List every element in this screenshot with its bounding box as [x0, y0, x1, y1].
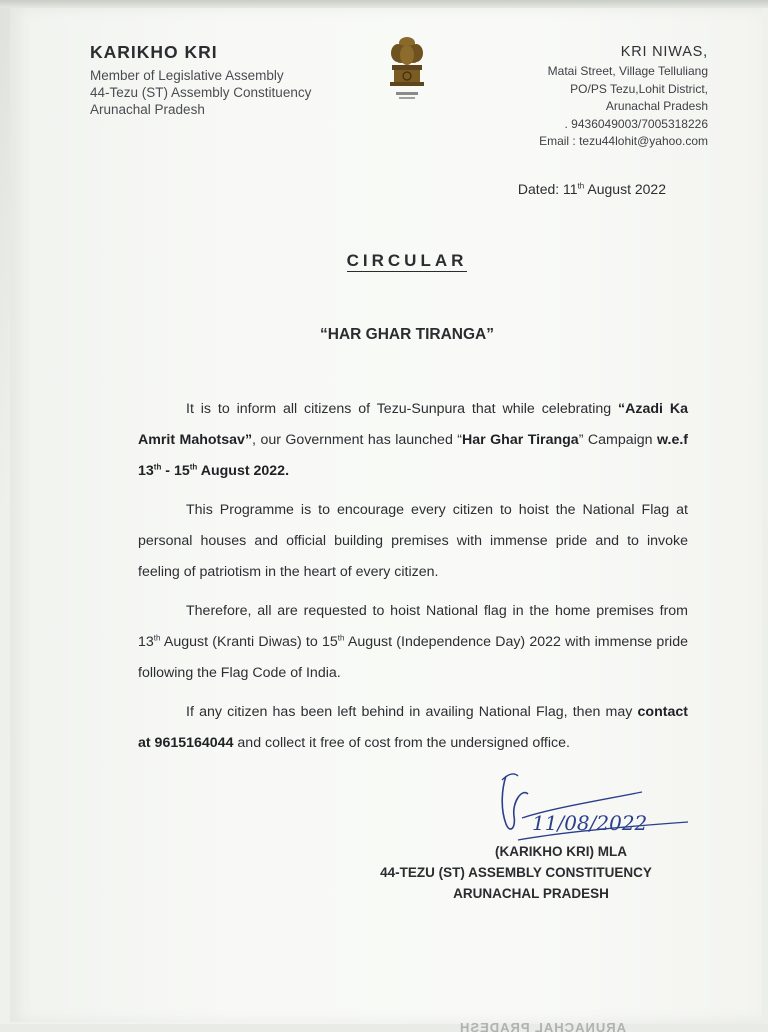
address-line-1: Matai Street, Village Telluliang: [547, 64, 708, 78]
mla-name: KARIKHO KRI: [90, 42, 218, 62]
p1-date-start: w.e.f 13: [138, 432, 689, 479]
p1-text-c: , our Government has launched “: [252, 432, 463, 448]
date-line: [518, 181, 666, 197]
p1-text-a: It is to inform all citizens of Tezu-Sunpura that while celebrating: [186, 401, 619, 417]
p1-bold-azadi: “Azadi Ka Amrit Mahotsav”: [138, 401, 688, 448]
signatory-block: [366, 841, 666, 904]
state: Arunachal Pradesh: [90, 102, 205, 117]
phone-numbers: . 9436049003/7005318226: [564, 116, 708, 131]
paragraph-3: [138, 596, 688, 689]
bleed-through-text: ARUNACHAL PRADESH: [459, 1020, 626, 1032]
p4-text-a: If any citizen has been left behind in availing National Flag, then may: [186, 704, 638, 720]
p1-date-end-ordinal: th: [189, 462, 198, 472]
email-address: Email : tezu44lohit@yahoo.com: [539, 134, 708, 148]
p1-bold-campaign: Har Ghar Tiranga: [462, 432, 579, 448]
p3-ordinal-a: th: [153, 633, 161, 643]
paragraph-4: [138, 697, 688, 759]
signatory-name: (KARIKHO KRI) MLA: [495, 844, 627, 859]
title-text: CIRCULAR: [346, 251, 468, 270]
paragraph-1: [138, 394, 688, 487]
p3-text-b: August (Kranti Diwas) to 15: [160, 634, 338, 650]
handwritten-date: 11/08/2022: [532, 811, 648, 835]
letterhead-right: [539, 44, 708, 151]
p3-text-a: Therefore, all are requested to hoist National flag in the home premises from 13: [138, 603, 688, 650]
p1-date-start-ordinal: th: [153, 462, 162, 472]
circular-body: [138, 394, 688, 767]
p3-ordinal-b: th: [337, 633, 345, 643]
handwritten-signature: [492, 768, 692, 848]
subject-heading: “HAR GHAR TIRANGA”: [320, 326, 494, 343]
p1-text-e: ” Campaign: [578, 432, 657, 448]
p4-text-c: and collect it free of cost from the undersigned office.: [233, 735, 570, 751]
page-top-edge: [0, 0, 768, 8]
p1-date-end: - 15: [161, 463, 190, 479]
national-emblem-icon: [382, 35, 432, 103]
document-sheet: [10, 8, 762, 1032]
p4-bold-contact: contact at 9615164044: [138, 704, 688, 751]
p3-text-c: August (Independence Day) 2022 with immense pride following the Flag Code of India.: [138, 634, 688, 681]
designation: Member of Legislative Assembly: [90, 68, 284, 83]
document-title: [10, 251, 762, 271]
letterhead-left: [90, 42, 311, 118]
signatory-state: ARUNACHAL PRADESH: [453, 886, 609, 901]
date-ordinal: th: [577, 181, 585, 191]
signatory-constituency: 44-TEZU (ST) ASSEMBLY CONSTITUENCY: [380, 865, 652, 880]
paragraph-2: This Programme is to encourage every citizen to hoist the National Flag at personal houses and official building premises with immense pride and to invoke feeling of patriotism in the heart of every citizen.: [138, 502, 688, 580]
residence-name: KRI NIWAS,: [620, 44, 708, 60]
date-prefix: Dated: 11: [517, 181, 578, 197]
address-line-2: PO/PS Tezu,Lohit District,: [570, 81, 708, 96]
p1-date-month: August 2022.: [197, 463, 290, 479]
constituency: 44-Tezu (ST) Assembly Constituency: [90, 85, 312, 100]
date-suffix: August 2022: [584, 181, 666, 197]
address-line-3: Arunachal Pradesh: [605, 99, 708, 113]
